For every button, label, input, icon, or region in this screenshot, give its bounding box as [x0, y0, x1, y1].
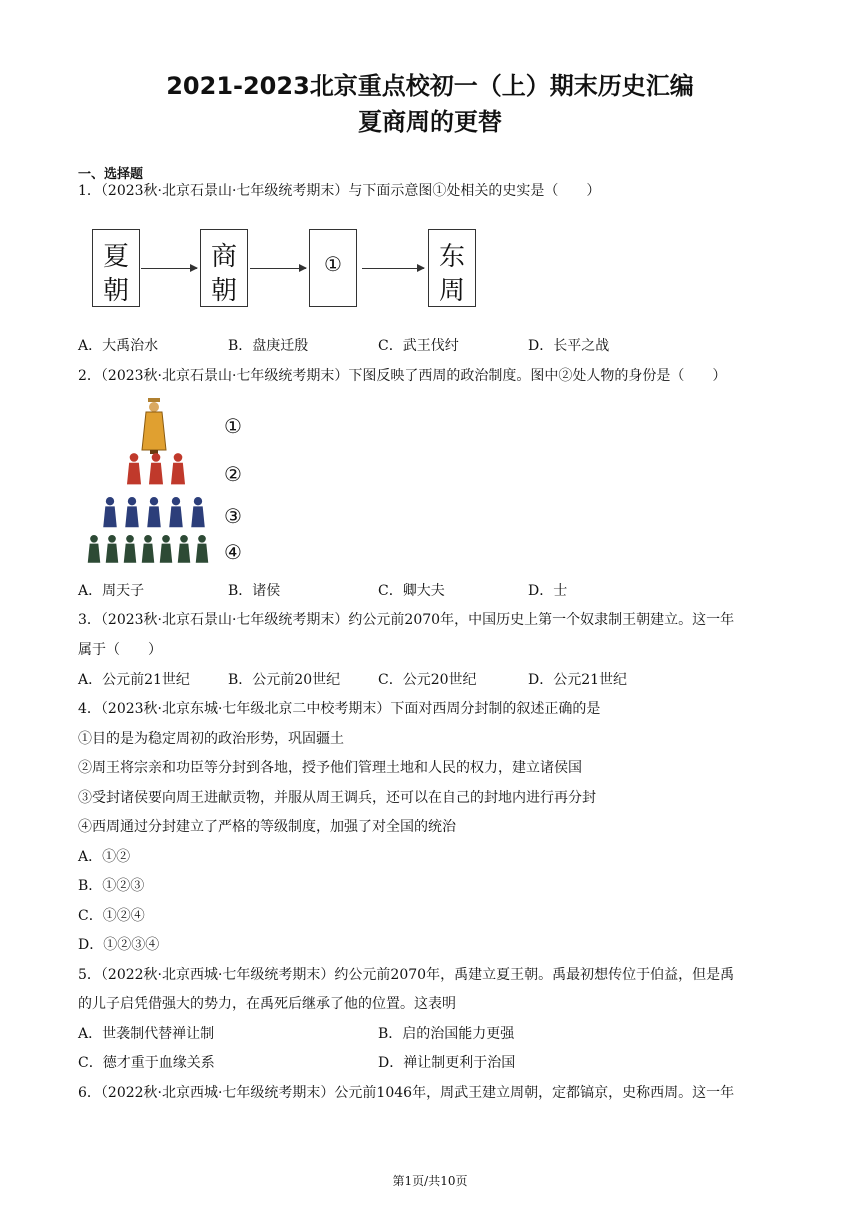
- option-c[interactable]: C．公元20世纪: [378, 672, 477, 688]
- option-a[interactable]: A．①②: [78, 849, 131, 865]
- question-6-stem: 6．（2022秋·北京西城·七年级统考期末）公元前1046年，周武王建立周朝，定都镐京，史称西周。这一年: [78, 1085, 735, 1101]
- question-3-stem-cont: 属于（ ）: [78, 642, 162, 658]
- question-2-stem: 2．（2023秋·北京石景山·七年级统考期末）下图反映了西周的政治制度。图中②处人物的身份是（ ）: [78, 368, 727, 384]
- arrow-icon: [362, 268, 424, 269]
- pyramid-label-1: ①: [224, 414, 242, 438]
- option-a[interactable]: A．世袭制代替禅让制: [78, 1026, 215, 1042]
- statement-2: ②周王将宗亲和功臣等分封到各地，授予他们管理土地和人民的权力，建立诸侯国: [78, 760, 582, 776]
- option-b[interactable]: B．诸侯: [228, 583, 281, 599]
- statement-3: ③受封诸侯要向周王进献贡物，并服从周王调兵，还可以在自己的封地内进行再分封: [78, 790, 596, 806]
- statement-4: ④西周通过分封建立了严格的等级制度，加强了对全国的统治: [78, 819, 456, 835]
- question-4-stem: 4．（2023秋·北京东城·七年级北京二中校考期末）下面对西周分封制的叙述正确的是: [78, 701, 601, 717]
- option-d[interactable]: D．①②③④: [78, 937, 160, 953]
- page-subtitle: 夏商周的更替: [358, 108, 502, 136]
- option-c[interactable]: C．德才重于血缘关系: [78, 1055, 215, 1071]
- box-dongzhou: 东 周: [428, 229, 476, 307]
- section-heading: 一、选择题: [78, 167, 144, 182]
- page-number: 第1页/共10页: [392, 1174, 468, 1188]
- page-title: 2021-2023北京重点校初一（上）期末历史汇编: [166, 72, 694, 100]
- arrow-icon: [250, 268, 306, 269]
- option-b[interactable]: B．盘庚迁殷: [228, 338, 309, 354]
- arrow-icon: [141, 268, 197, 269]
- western-zhou-hierarchy-pyramid: [84, 394, 224, 566]
- option-d[interactable]: D．士: [528, 583, 568, 599]
- option-a[interactable]: A．大禹治水: [78, 338, 159, 354]
- question-1-stem: 1．（2023秋·北京石景山·七年级统考期末）与下面示意图①处相关的史实是（ ）: [78, 183, 601, 199]
- box-shang: 商 朝: [200, 229, 248, 307]
- option-c[interactable]: C．①②④: [78, 908, 145, 924]
- ministers-figures: [103, 497, 205, 527]
- option-d[interactable]: D．公元21世纪: [528, 672, 628, 688]
- question-3-stem: 3．（2023秋·北京石景山·七年级统考期末）约公元前2070年，中国历史上第一个奴隶制王朝建立。这一年: [78, 612, 735, 628]
- statement-1: ①目的是为稳定周初的政治形势，巩固疆土: [78, 731, 344, 747]
- option-b[interactable]: B．启的治国能力更强: [378, 1026, 515, 1042]
- option-b[interactable]: B．公元前20世纪: [228, 672, 341, 688]
- option-a[interactable]: A．周天子: [78, 583, 145, 599]
- pyramid-label-4: ④: [224, 540, 242, 564]
- option-a[interactable]: A．公元前21世纪: [78, 672, 190, 688]
- option-d[interactable]: D．长平之战: [528, 338, 610, 354]
- scholars-figures: [88, 535, 208, 563]
- box-xia: 夏 朝: [92, 229, 140, 307]
- king-figure: [142, 398, 166, 454]
- nobles-figures: [127, 453, 185, 484]
- option-c[interactable]: C．卿大夫: [378, 583, 445, 599]
- option-d[interactable]: D．禅让制更利于治国: [378, 1055, 516, 1071]
- option-b[interactable]: B．①②③: [78, 878, 145, 894]
- option-c[interactable]: C．武王伐纣: [378, 338, 459, 354]
- box-blank-1: ①: [309, 229, 357, 307]
- pyramid-label-3: ③: [224, 504, 242, 528]
- question-5-stem-cont: 的儿子启凭借强大的势力，在禹死后继承了他的位置。这表明: [78, 996, 456, 1012]
- pyramid-label-2: ②: [224, 462, 242, 486]
- question-5-stem: 5．（2022秋·北京西城·七年级统考期末）约公元前2070年，禹建立夏王朝。禹最初想传位于伯益，但是禹: [78, 967, 735, 983]
